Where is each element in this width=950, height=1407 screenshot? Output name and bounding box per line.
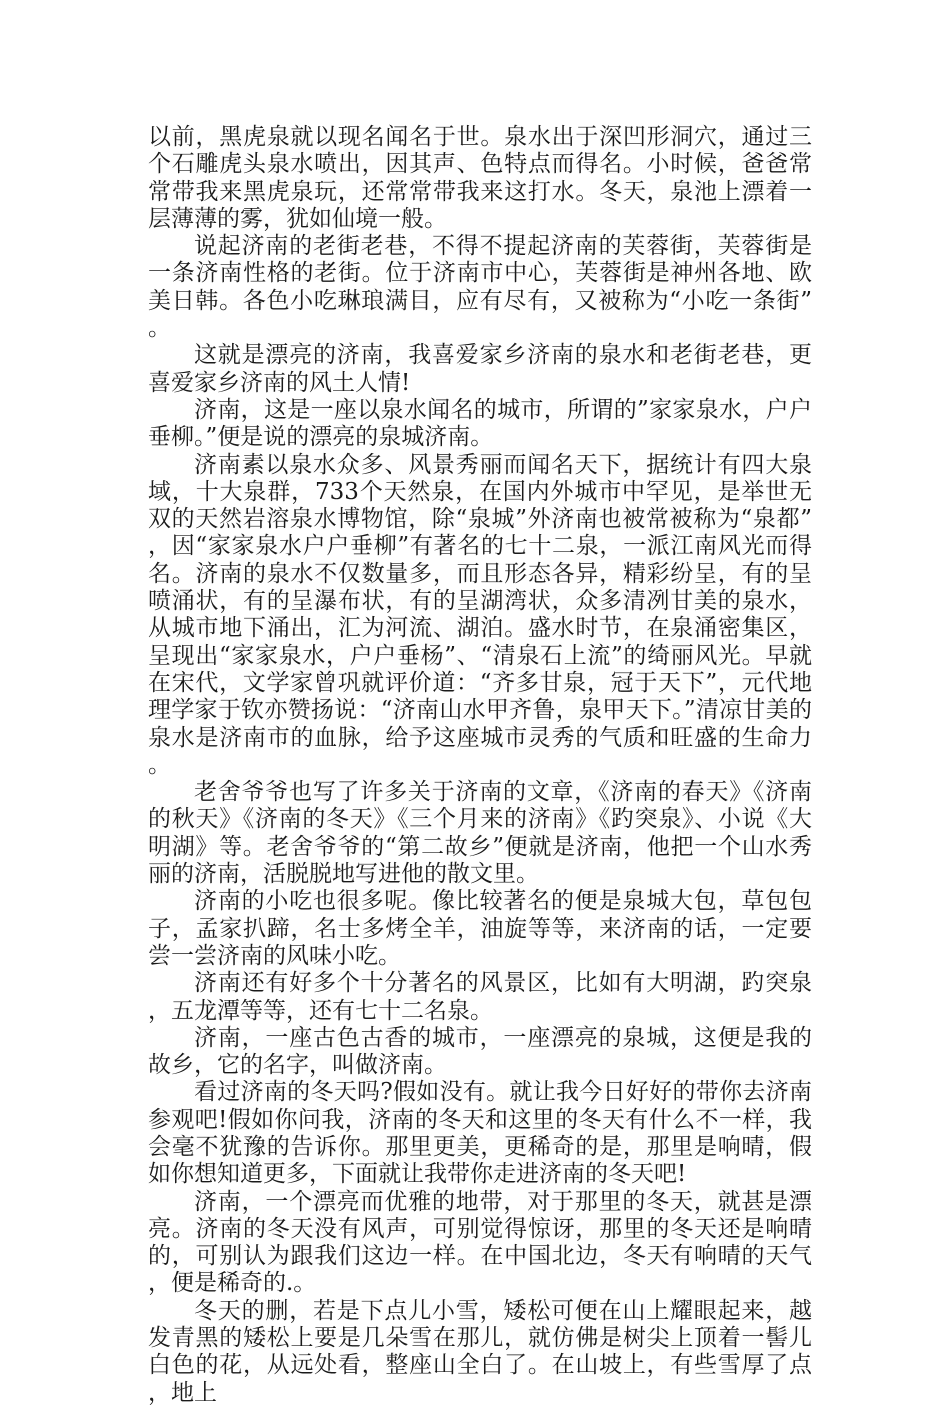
paragraph: 济南，一个漂亮而优雅的地带，对于那里的冬天，就甚是漂亮。济南的冬天没有风声，可别觉得惊讶，那里的冬天还是响晴的，可别认为跟我们这边一样。在中国北边，冬天有响晴的天气，便是稀奇的.。	[148, 1188, 812, 1297]
paragraph: 以前，黑虎泉就以现名闻名于世。泉水出于深凹形洞穴，通过三个石雕虎头泉水喷出，因其声、色特点而得名。小时候，爸爸常常带我来黑虎泉玩，还常常带我来这打水。冬天，泉池上漂着一层薄薄的雾，犹如仙境一般。	[148, 124, 812, 232]
paragraph: 看过济南的冬天吗?假如没有。就让我今日好好的带你去济南参观吧!假如你问我，济南的冬天和这里的冬天有什么不一样，我会毫不犹豫的告诉你。那里更美，更稀奇的是，那里是响晴，假如你想知道更多，下面就让我带你走进济南的冬天吧!	[148, 1079, 812, 1188]
paragraph: 济南，一座古色古香的城市，一座漂亮的泉城，这便是我的故乡，它的名字，叫做济南。	[148, 1024, 812, 1079]
paragraph: 这就是漂亮的济南，我喜爱家乡济南的泉水和老街老巷，更喜爱家乡济南的风土人情!	[148, 342, 812, 396]
paragraph: 冬天的删，若是下点儿小雪，矮松可便在山上耀眼起来，越发青黑的矮松上要是几朵雪在那儿，就仿佛是树尖上顶着一髻儿白色的花，从远处看，整座山全白了。在山坡上，有些雪厚了点，地上	[148, 1297, 812, 1406]
paragraph: 老舍爷爷也写了许多关于济南的文章，《济南的春天》《济南的秋天》《济南的冬天》《三个月来的济南》《趵突泉》、小说《大明湖》等。老舍爷爷的“第二故乡”便就是济南，他把一个山水秀丽的济南，活脱脱地写进他的散文里。	[148, 779, 812, 888]
paragraph: 说起济南的老街老巷，不得不提起济南的芙蓉街，芙蓉街是一条济南性格的老街。位于济南市中心，芙蓉街是神州各地、欧美日韩。各色小吃琳琅满目，应有尽有，又被称为“小吃一条街”。	[148, 233, 812, 342]
paragraph: 济南，这是一座以泉水闻名的城市，所谓的”家家泉水，户户垂柳。”便是说的漂亮的泉城济南。	[148, 396, 812, 451]
paragraph: 济南的小吃也很多呢。像比较著名的便是泉城大包，草包包子，孟家扒蹄，名士多烤全羊，油旋等等，来济南的话，一定要尝一尝济南的风味小吃。	[148, 888, 812, 969]
paragraph: 济南还有好多个十分著名的风景区，比如有大明湖，趵突泉，五龙潭等等，还有七十二名泉。	[148, 970, 812, 1024]
article-body	[148, 124, 812, 1407]
paragraph: 济南素以泉水众多、风景秀丽而闻名天下，据统计有四大泉域，十大泉群，733个天然泉，在国内外城市中罕见，是举世无双的天然岩溶泉水博物馆，除“泉城”外济南也被常被称为“泉都”，因“家家泉水户户垂柳”有著名的七十二泉，一派江南风光而得名。济南的泉水不仅数量多，而且形态各异，精彩纷呈，有的呈喷涌状，有的呈瀑布状，有的呈湖湾状，众多清冽甘美的泉水，从城市地下涌出，汇为河流、湖泊。盛水时节，在泉涌密集区，呈现出“家家泉水，户户垂杨”、“清泉石上流”的绮丽风光。早就在宋代，文学家曾巩就评价道：“齐多甘泉，冠于天下”，元代地理学家于钦亦赞扬说：“济南山水甲齐鲁，泉甲天下。”清凉甘美的泉水是济南市的血脉，给予这座城市灵秀的气质和旺盛的生命力。	[148, 451, 812, 778]
